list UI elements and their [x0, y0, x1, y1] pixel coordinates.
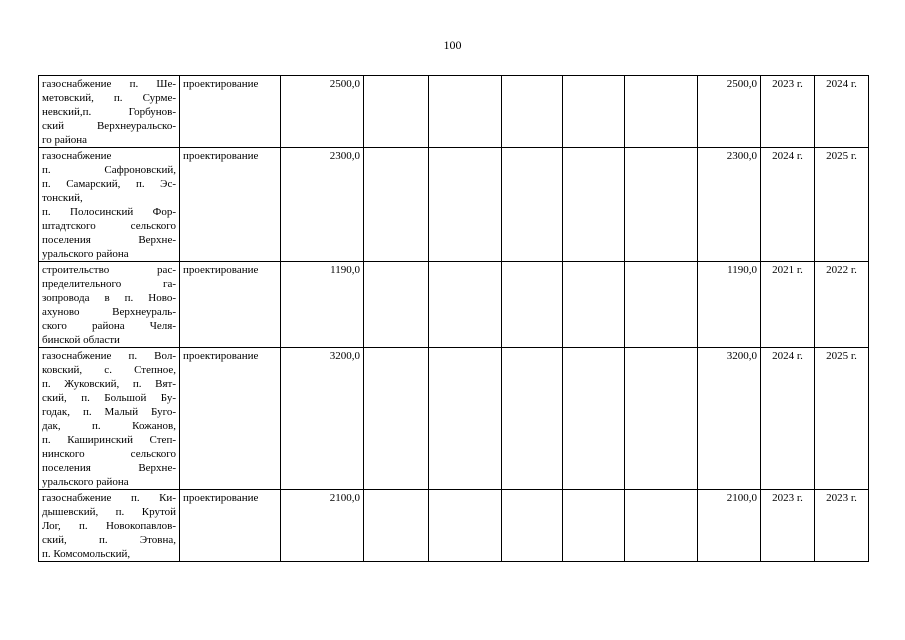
object-name-line: штадтского сельского	[42, 220, 176, 232]
object-name-line: п. Полосинский Фор-	[42, 206, 176, 218]
object-name-line: газоснабжение	[42, 150, 112, 162]
object-name-line: невский,п. Горбунов-	[42, 106, 176, 118]
empty-cell	[364, 148, 429, 262]
project-table	[38, 75, 869, 562]
empty-cell	[364, 348, 429, 490]
table-row	[39, 148, 869, 262]
amount-cell: 1190,0	[281, 262, 364, 348]
empty-cell	[502, 262, 563, 348]
empty-cell	[563, 148, 625, 262]
empty-cell	[563, 490, 625, 562]
table-row	[39, 76, 869, 148]
object-name-line: бинской области	[42, 334, 120, 346]
amount-cell: 2100,0	[281, 490, 364, 562]
year-start-cell: 2024 г.	[761, 348, 815, 490]
empty-cell	[429, 490, 502, 562]
table-row	[39, 490, 869, 562]
object-name-line: дышевский, п. Крутой	[42, 506, 176, 518]
empty-cell	[429, 262, 502, 348]
empty-cell	[502, 76, 563, 148]
object-name-line: газоснабжение п. Вол-	[42, 350, 176, 362]
empty-cell	[563, 76, 625, 148]
object-name-line: нинского сельского	[42, 448, 176, 460]
object-name-line: ский, п. Этовна,	[42, 534, 176, 546]
amount-cell: 3200,0	[281, 348, 364, 490]
empty-cell	[364, 76, 429, 148]
work-type-cell: проектирование	[180, 148, 281, 262]
work-type-cell: проектирование	[180, 262, 281, 348]
object-name-line: тонский,	[42, 192, 83, 204]
object-name-line: п. Комсомольский,	[42, 548, 131, 560]
object-name-cell	[39, 262, 180, 348]
total-cell: 2300,0	[698, 148, 761, 262]
empty-cell	[625, 76, 698, 148]
empty-cell	[364, 262, 429, 348]
object-name-line: уральского района	[42, 476, 129, 488]
object-name-line: пределительного га-	[42, 278, 176, 290]
year-start-cell: 2024 г.	[761, 148, 815, 262]
empty-cell	[625, 148, 698, 262]
object-name-line: строительство рас-	[42, 264, 176, 276]
table-row	[39, 348, 869, 490]
object-name-line: ковский, с. Степное,	[42, 364, 176, 376]
object-name-cell	[39, 490, 180, 562]
empty-cell	[563, 262, 625, 348]
empty-cell	[364, 490, 429, 562]
object-name-line: п. Каширинский Степ-	[42, 434, 176, 446]
year-start-cell: 2023 г.	[761, 76, 815, 148]
object-name-line: п. Жуковский, п. Вят-	[42, 378, 176, 390]
object-name-line: Лог, п. Новокопавлов-	[42, 520, 176, 532]
object-name-line: ахуново Верхнеураль-	[42, 306, 176, 318]
work-type-cell: проектирование	[180, 76, 281, 148]
object-name-line: поселения Верхне-	[42, 462, 176, 474]
object-name-line: поселения Верхне-	[42, 234, 176, 246]
year-start-cell: 2021 г.	[761, 262, 815, 348]
empty-cell	[429, 348, 502, 490]
object-name-line: газоснабжение п. Ше-	[42, 78, 176, 90]
object-name-line: го района	[42, 134, 88, 146]
amount-cell: 2500,0	[281, 76, 364, 148]
empty-cell	[502, 348, 563, 490]
total-cell: 1190,0	[698, 262, 761, 348]
object-name-cell	[39, 76, 180, 148]
work-type-cell: проектирование	[180, 348, 281, 490]
object-name-line: ский, п. Большой Бу-	[42, 392, 176, 404]
empty-cell	[429, 148, 502, 262]
object-name-line: ского района Челя-	[42, 320, 176, 332]
object-name-cell	[39, 348, 180, 490]
object-name-line: уральского района	[42, 248, 129, 260]
empty-cell	[625, 490, 698, 562]
year-start-cell: 2023 г.	[761, 490, 815, 562]
object-name-line: дак, п. Кожанов,	[42, 420, 176, 432]
object-name-line: ский Верхнеуральско-	[42, 120, 176, 132]
object-name-line: метовский, п. Сурме-	[42, 92, 176, 104]
object-name-cell	[39, 148, 180, 262]
empty-cell	[625, 348, 698, 490]
year-end-cell: 2025 г.	[815, 148, 869, 262]
empty-cell	[502, 490, 563, 562]
empty-cell	[429, 76, 502, 148]
year-end-cell: 2022 г.	[815, 262, 869, 348]
work-type-cell: проектирование	[180, 490, 281, 562]
object-name-line: зопровода в п. Ново-	[42, 292, 176, 304]
total-cell: 2100,0	[698, 490, 761, 562]
total-cell: 3200,0	[698, 348, 761, 490]
empty-cell	[563, 348, 625, 490]
empty-cell	[502, 148, 563, 262]
year-end-cell: 2024 г.	[815, 76, 869, 148]
table-row	[39, 262, 869, 348]
object-name-line: п. Сафроновский,	[42, 164, 176, 176]
object-name-line: п. Самарский, п. Эс-	[42, 178, 176, 190]
year-end-cell: 2025 г.	[815, 348, 869, 490]
object-name-line: годак, п. Малый Буго-	[42, 406, 176, 418]
empty-cell	[625, 262, 698, 348]
amount-cell: 2300,0	[281, 148, 364, 262]
page-number: 100	[443, 38, 462, 52]
object-name-line: газоснабжение п. Ки-	[42, 492, 176, 504]
total-cell: 2500,0	[698, 76, 761, 148]
year-end-cell: 2023 г.	[815, 490, 869, 562]
